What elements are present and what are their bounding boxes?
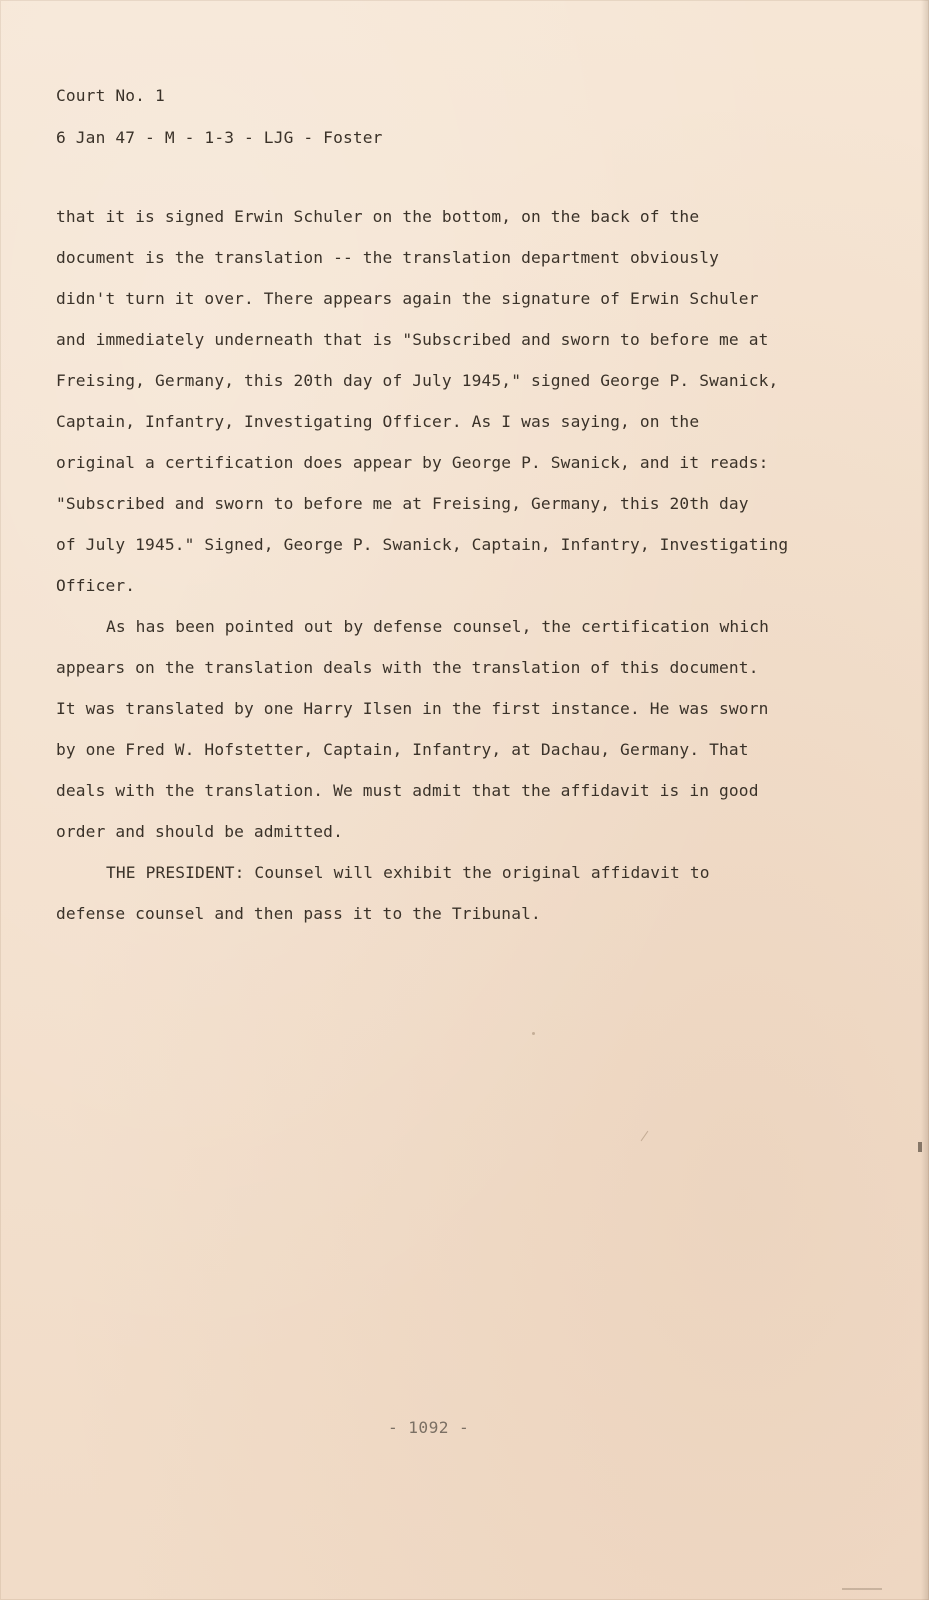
body-line: that it is signed Erwin Schuler on the bottom, on the back of the <box>56 207 700 226</box>
binding-mark <box>918 1142 922 1152</box>
body-line: didn't turn it over. There appears again the signature of Erwin Schuler <box>56 289 759 308</box>
body-line: It was translated by one Harry Ilsen in the first instance. He was sworn <box>56 699 769 718</box>
body-line: and immediately underneath that is "Subscribed and sworn to before me at <box>56 330 769 349</box>
body-line: THE PRESIDENT: Counsel will exhibit the original affidavit to <box>106 863 710 882</box>
page-number: - 1092 - <box>388 1418 470 1437</box>
body-line: deals with the translation. We must admit that the affidavit is in good <box>56 781 759 800</box>
session-header: 6 Jan 47 - M - 1-3 - LJG - Foster <box>56 128 383 147</box>
body-line: defense counsel and then pass it to the Tribunal. <box>56 904 541 923</box>
body-line: Captain, Infantry, Investigating Officer. As I was saying, on the <box>56 412 700 431</box>
body-line: As has been pointed out by defense counsel, the certification which <box>106 617 770 636</box>
body-line: Freising, Germany, this 20th day of July 1945," signed George P. Swanick, <box>56 371 779 390</box>
body-line: order and should be admitted. <box>56 822 343 841</box>
body-line: original a certification does appear by George P. Swanick, and it reads: <box>56 453 769 472</box>
body-line: Officer. <box>56 576 136 595</box>
ink-speck <box>532 1032 535 1035</box>
body-line: by one Fred W. Hofstetter, Captain, Infantry, at Dachau, Germany. That <box>56 740 749 759</box>
paper-mark <box>641 1131 649 1141</box>
edge-mark <box>842 1588 882 1590</box>
page-edge-shadow <box>921 0 929 1600</box>
body-line: of July 1945." Signed, George P. Swanick, Captain, Infantry, Investigating <box>56 535 789 554</box>
body-line: document is the translation -- the translation department obviously <box>56 248 720 267</box>
court-header: Court No. 1 <box>56 86 165 105</box>
body-line: "Subscribed and sworn to before me at Freising, Germany, this 20th day <box>56 494 749 513</box>
body-line: appears on the translation deals with the translation of this document. <box>56 658 759 677</box>
